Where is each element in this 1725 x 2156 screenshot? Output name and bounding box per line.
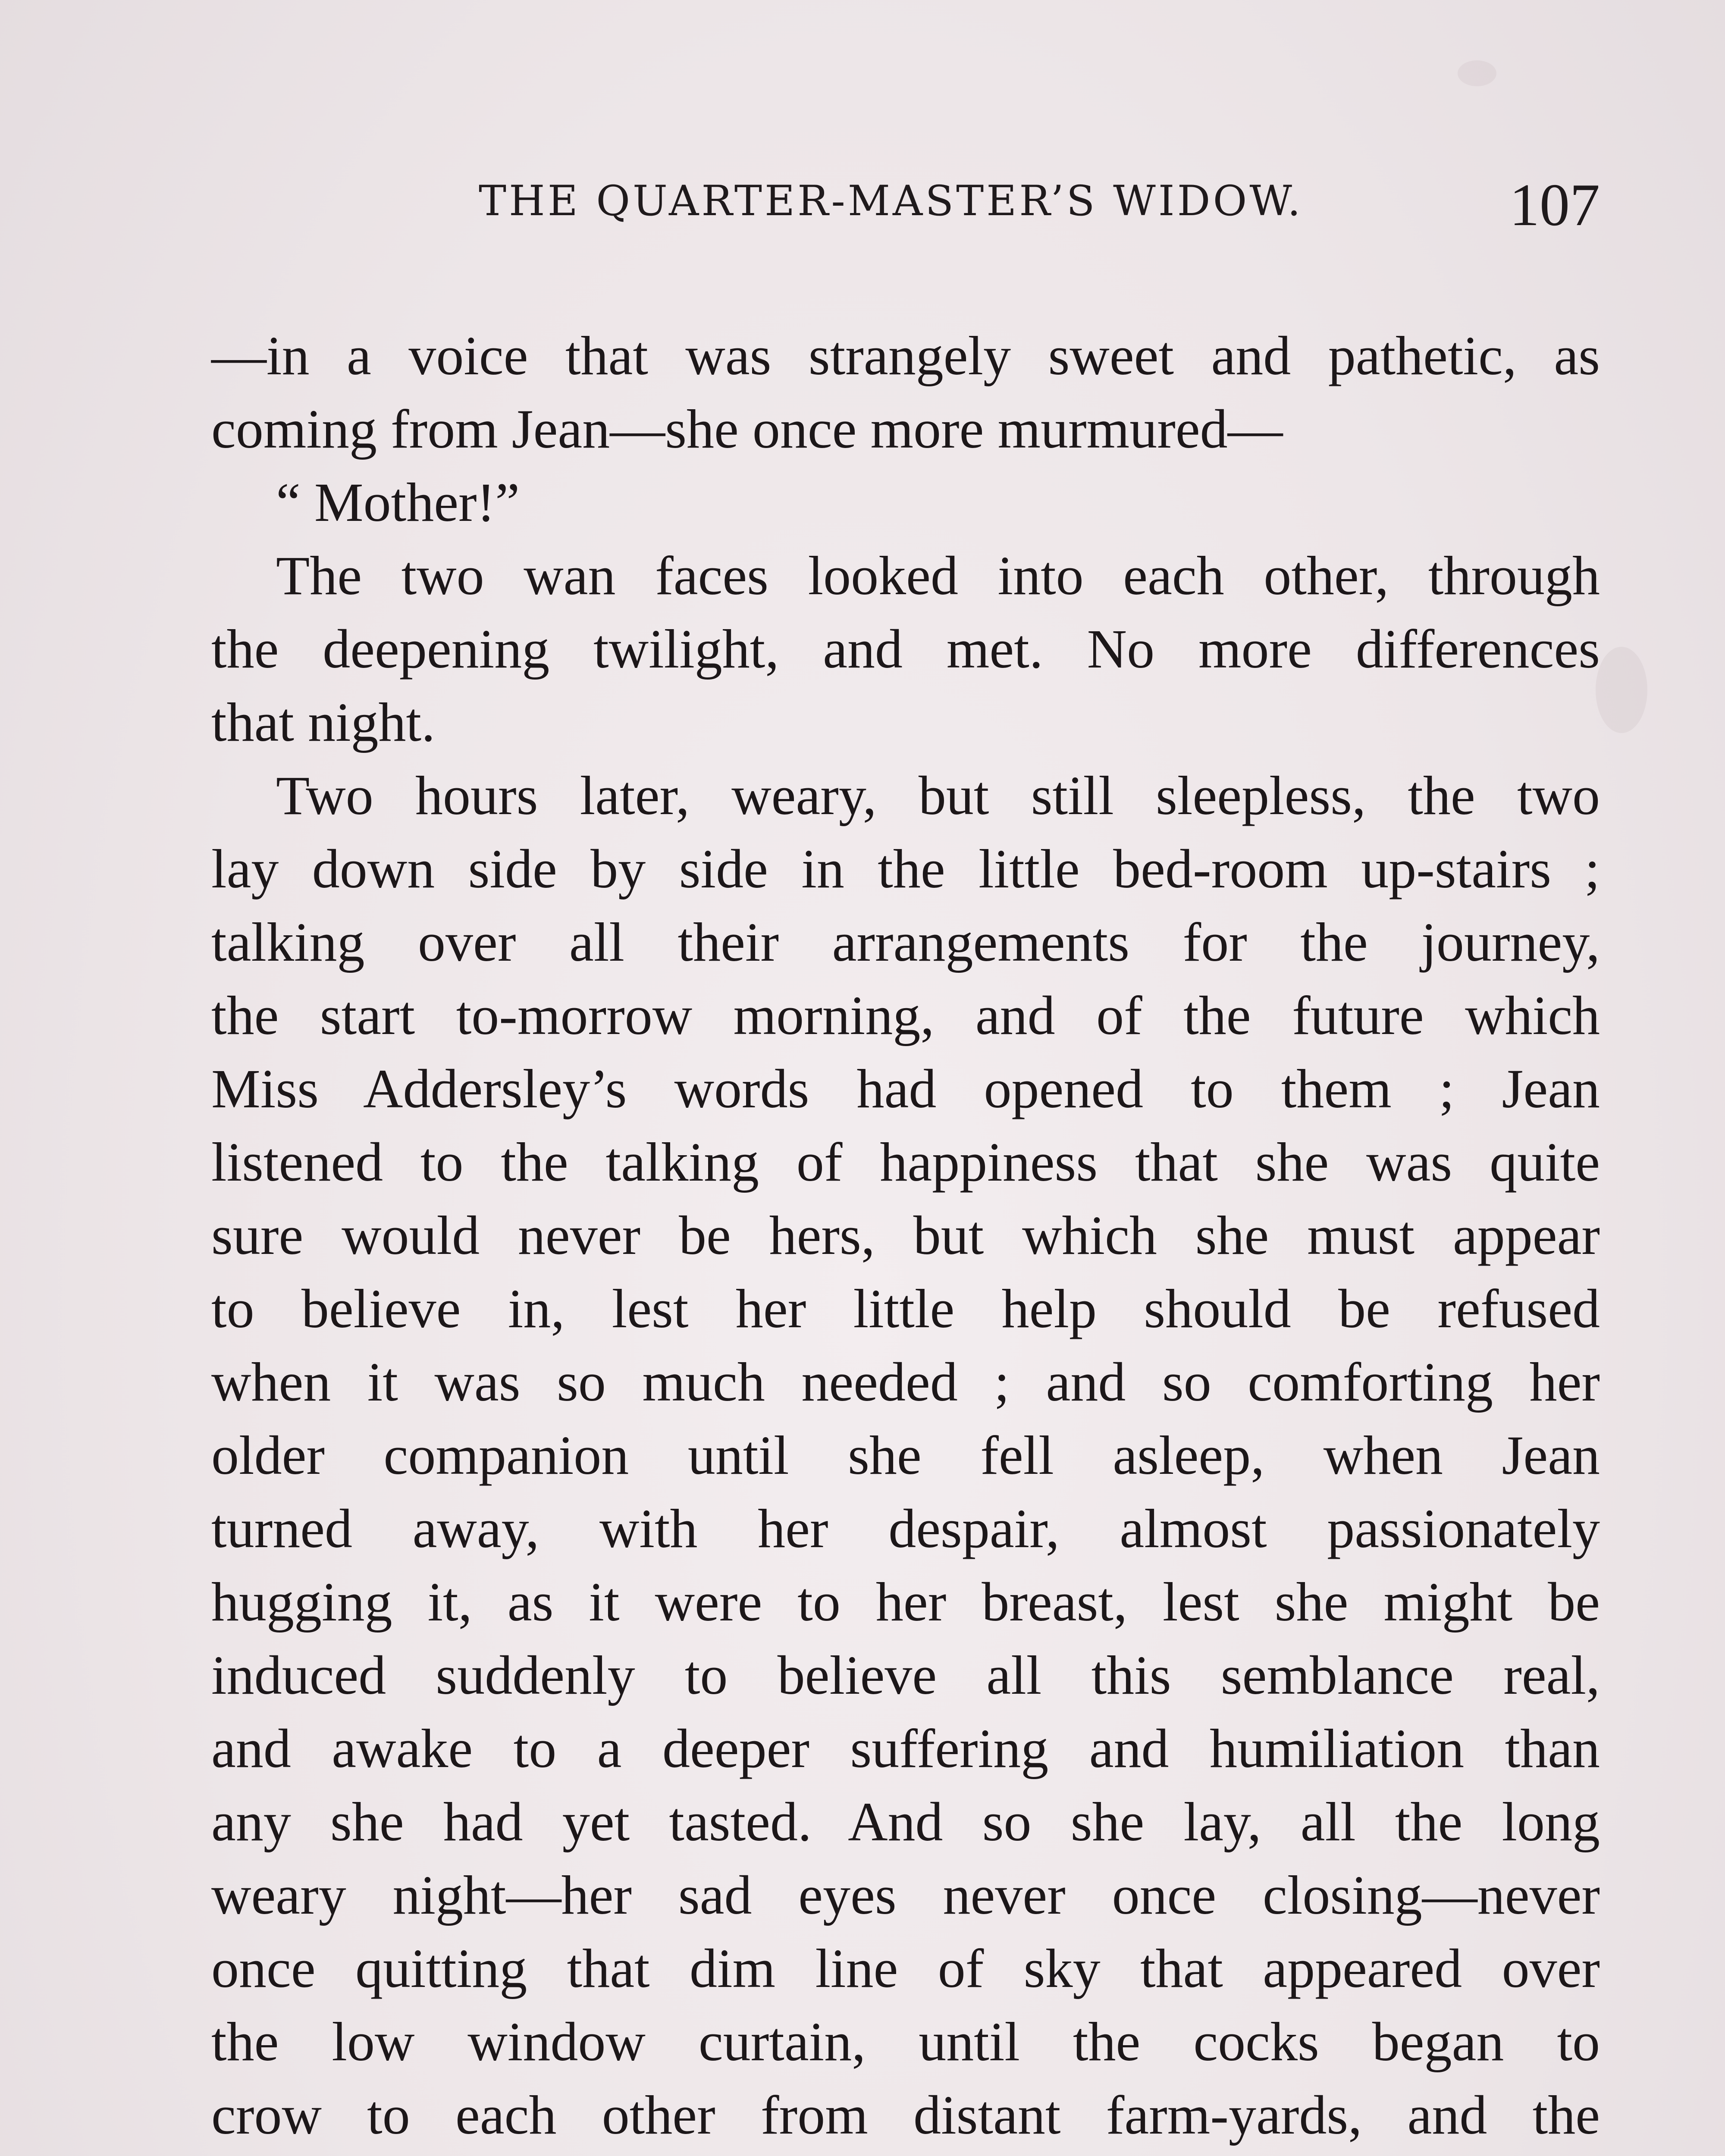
text-line: to believe in, lest her little help should be refused: [211, 1278, 1600, 1339]
text-line: and awake to a deeper suffering and humiliation than: [211, 1718, 1600, 1779]
text-line: the low window curtain, until the cocks began to: [211, 2011, 1600, 2072]
page-number: 107: [1509, 172, 1600, 238]
text-line: crow to each other from distant farm-yards, and the: [211, 2084, 1600, 2146]
text-line: that night.: [211, 692, 436, 753]
text-line: lay down side by side in the little bed-room up-stairs ;: [211, 838, 1600, 899]
text-line: the start to-morrow morning, and of the future which: [211, 985, 1600, 1046]
foxing-spot: [1458, 60, 1496, 86]
text-line: older companion until she fell asleep, when Jean: [211, 1425, 1600, 1486]
text-line: —in a voice that was strangely sweet and pathetic, as: [211, 325, 1600, 386]
foxing-spot: [1596, 647, 1647, 733]
text-line: turned away, with her despair, almost passionately: [211, 1498, 1600, 1559]
text-line: once quitting that dim line of sky that appeared over: [211, 1938, 1600, 1999]
text-line: talking over all their arrangements for the journey,: [211, 912, 1600, 973]
text-line: when it was so much needed ; and so comforting her: [211, 1351, 1600, 1413]
text-line: any she had yet tasted. And so she lay, all the long: [211, 1791, 1600, 1852]
text-line: sure would never be hers, but which she must appear: [211, 1205, 1600, 1266]
text-line: weary night—her sad eyes never once closing—never: [211, 1865, 1600, 1926]
text-line: induced suddenly to believe all this semblance real,: [211, 1645, 1600, 1706]
text-line: hugging it, as it were to her breast, lest she might be: [211, 1571, 1600, 1633]
text-line: [211, 2152, 1600, 2156]
text-line: Two hours later, weary, but still sleepless, the two: [276, 765, 1600, 826]
text-line: Miss Addersley’s words had opened to them ; Jean: [211, 1058, 1600, 1119]
text-line: the deepening twilight, and met. No more differences: [211, 618, 1600, 680]
text-line: “ Mother!”: [276, 472, 520, 533]
text-line: The two wan faces looked into each other, through: [276, 545, 1600, 606]
body-text: [211, 319, 1600, 2156]
text-line: listened to the talking of happiness that she was quite: [211, 1131, 1600, 1193]
text-line: coming from Jean—she once more murmured—: [211, 398, 1283, 460]
running-title: THE QUARTER-MASTER’S WIDOW.: [479, 177, 1303, 225]
